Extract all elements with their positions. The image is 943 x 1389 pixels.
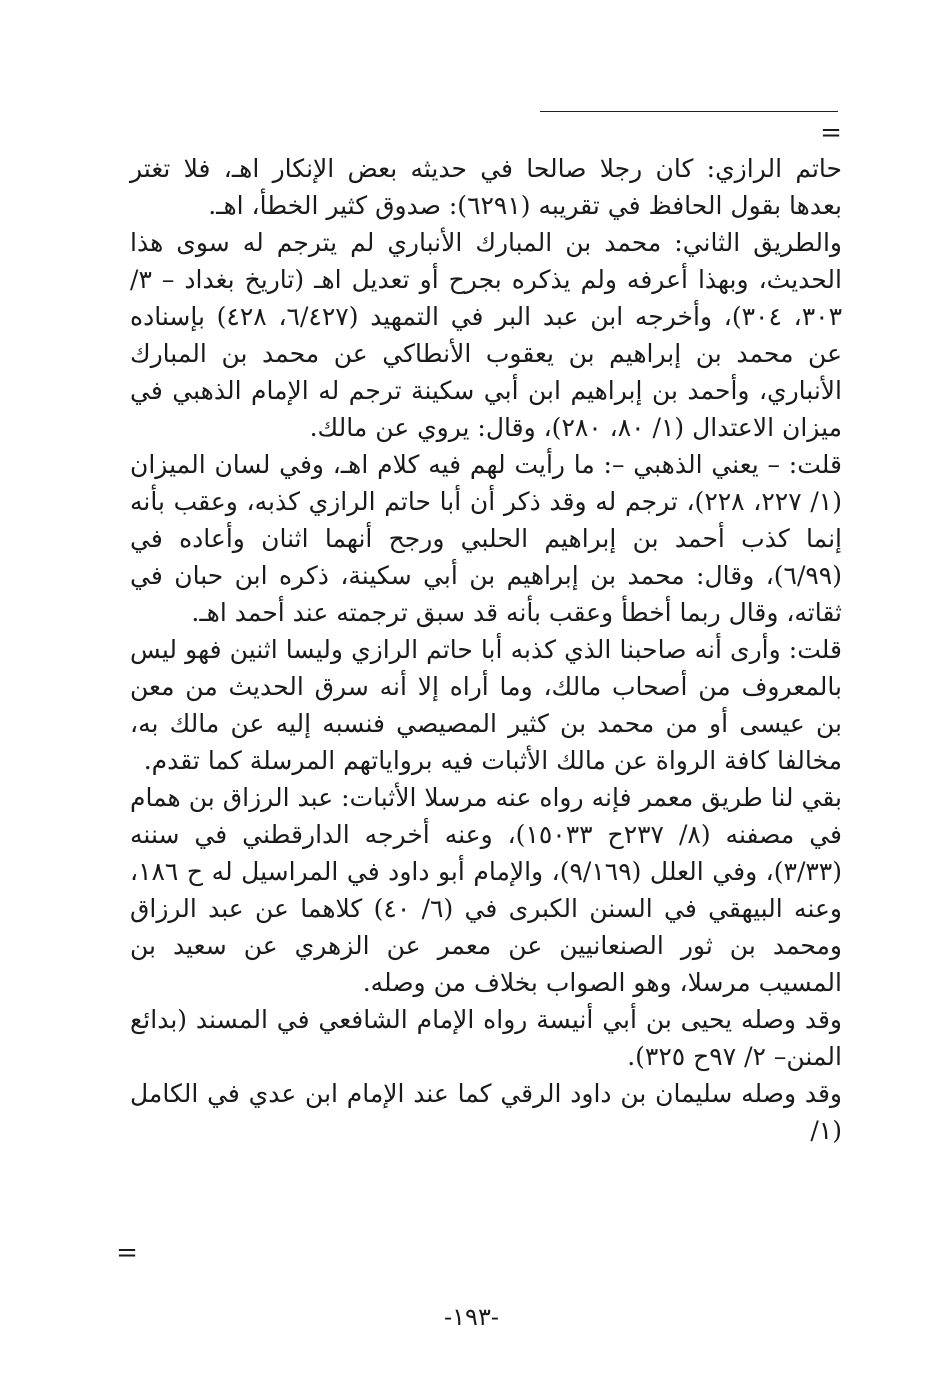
paragraph-5: بقي لنا طريق معمر فإنه رواه عنه مرسلا الأثبات: عبد الرزاق بن همام في مصفنه (٨/ ٢٣٧ح ١٥٠٣٣)، وعنه أخرجه الدارقطني في سننه (٣/٣٣)، وفي العلل (٩/١٦٩)، والإمام أبو داود في المراسيل له ح ١٨٦، وعنه البيهقي في السنن الكبرى في (٦/ ٤٠) كلاهما عن عبد الرزاق ومحمد بن ثور الصنعانيين عن معمر عن الزهري عن سعيد بن المسيب مرسلا، وهو الصواب بخلاف من وصله.	[130, 783, 842, 997]
paragraph-7: وقد وصله سليمان بن داود الرقي كما عند الإمام ابن عدي في الكامل (١/	[130, 1079, 842, 1145]
page-number: -١٩٣-	[444, 1303, 499, 1331]
continuation-mark-top: =	[820, 118, 842, 148]
continuation-mark-bottom: =	[116, 1238, 138, 1268]
paragraph-6: وقد وصله يحيى بن أبي أنيسة رواه الإمام الشافعي في المسند (بدائع المنن– ٢/ ٩٧ح ٣٢٥).	[130, 1005, 842, 1071]
paragraph-4: قلت: وأرى أنه صاحبنا الذي كذبه أبا حاتم الرازي وليسا اثنين فهو ليس بالمعروف من أصحاب مالك، وما أراه إلا أنه سرق الحديث من معن بن عيسى أو من محمد بن كثير المصيصي فنسبه إليه عن مالك به، مخالفا كافة الرواة عن مالك الأثبات فيه برواياتهم المرسلة كما تقدم.	[130, 635, 842, 775]
body-text	[130, 150, 842, 1149]
paragraph-2: والطريق الثاني: محمد بن المبارك الأنباري لم يترجم له سوى هذا الحديث، وبهذا أعرفه ولم يذكره بجرح أو تعديل اهـ (تاريخ بغداد – ٣/ ٣٠٣، ٣٠٤)، وأخرجه ابن عبد البر في التمهيد (٦/٤٢٧، ٤٢٨) بإسناده عن محمد بن إبراهيم بن يعقوب الأنطاكي عن محمد بن المبارك الأنباري، وأحمد بن إبراهيم ابن أبي سكينة ترجم له الإمام الذهبي في ميزان الاعتدال (١/ ٨٠، ٢٨٠)، وقال: يروي عن مالك.	[130, 228, 843, 442]
paragraph-3: قلت: – يعني الذهبي –: ما رأيت لهم فيه كلام اهـ، وفي لسان الميزان (١/ ٢٢٧، ٢٢٨)، ترجم له وقد ذكر أن أبا حاتم الرازي كذبه، وعقب بأنه إنما كذب أحمد بن إبراهيم الحلبي ورجح أنهما اثنان وأعاده في (٦/٩٩)، وقال: محمد بن إبراهيم بن أبي سكينة، ذكره ابن حبان في ثقاته، وقال ربما أخطأ وعقب بأنه قد سبق ترجمته عند أحمد اهـ.	[130, 450, 842, 627]
paragraph-1: حاتم الرازي: كان رجلا صالحا في حديثه بعض الإنكار اهـ، فلا تغتر بعدها بقول الحافظ في تقريبه (٦٢٩١): صدوق كثير الخطأ، اهـ.	[130, 154, 842, 220]
footnote-separator-rule	[540, 111, 838, 112]
